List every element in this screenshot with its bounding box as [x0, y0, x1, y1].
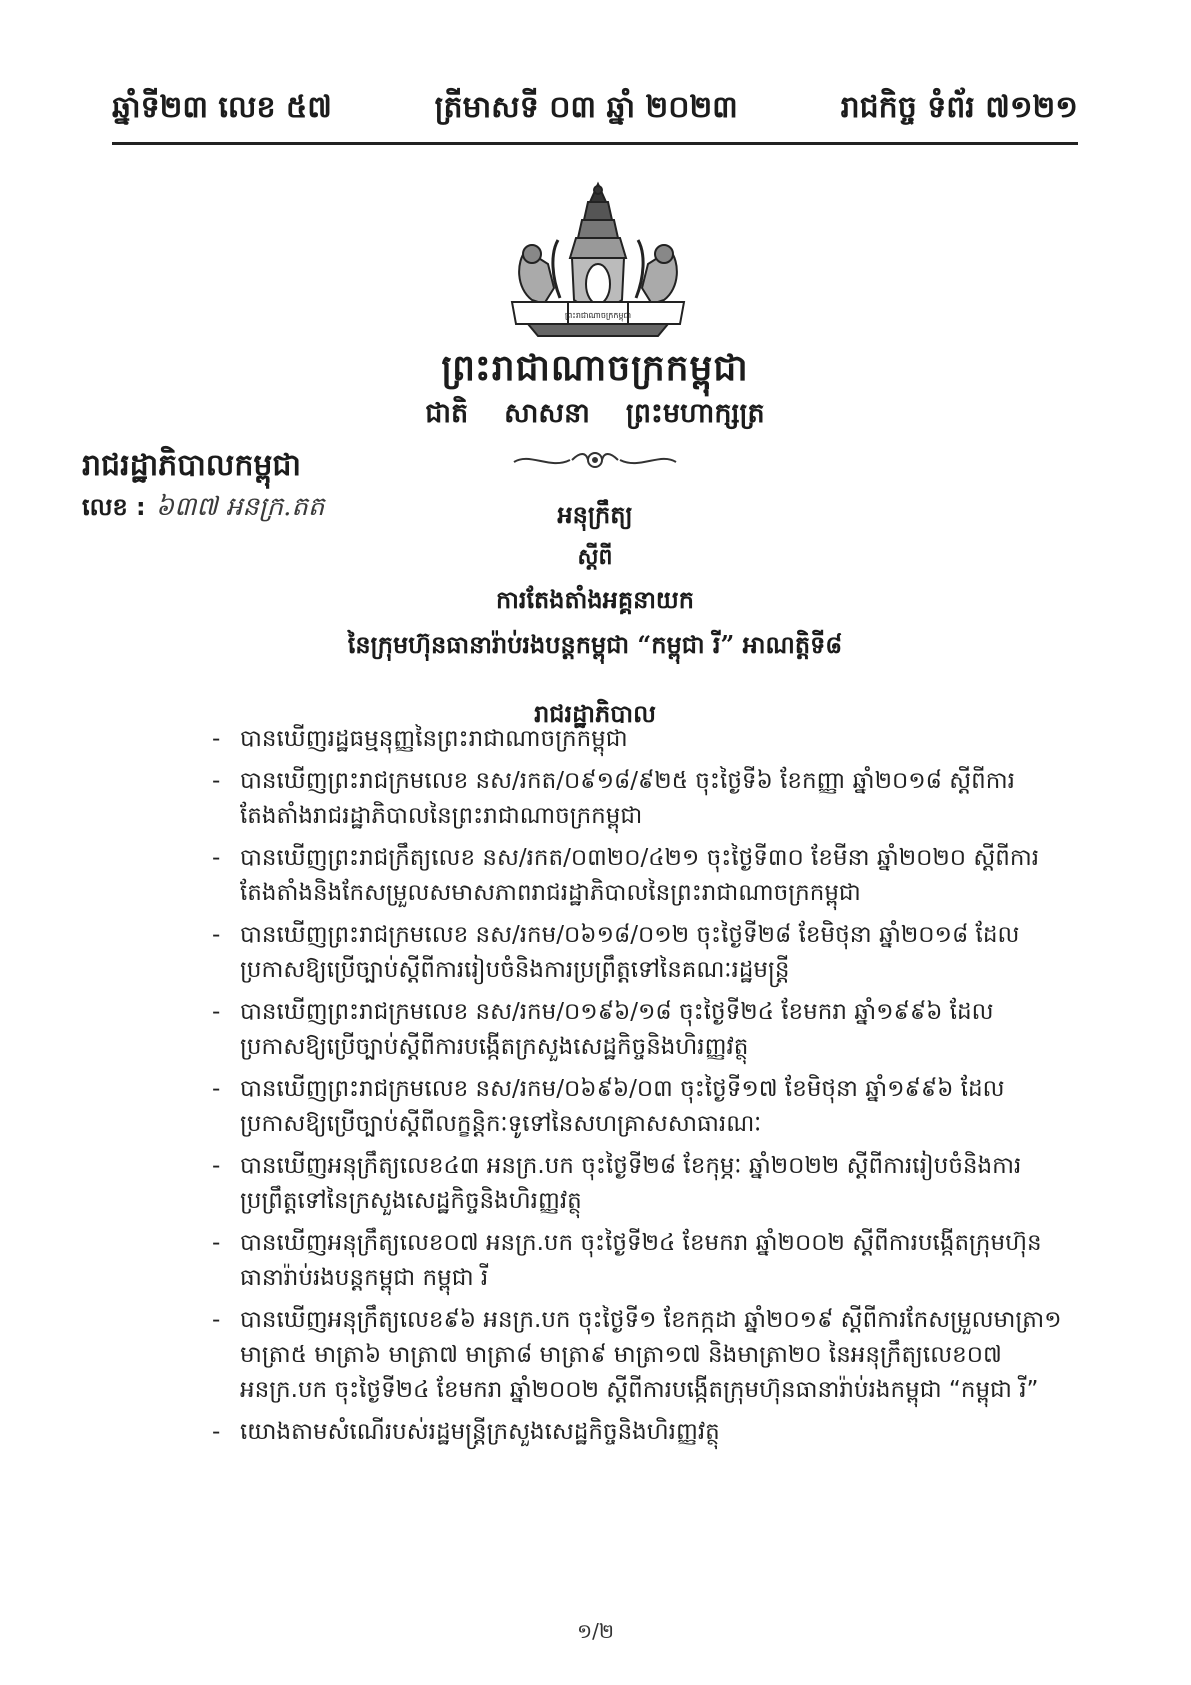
document-number-label: លេខ : [82, 493, 146, 521]
recitals-list [212, 722, 1070, 1457]
decree-about: ស្តីពី [577, 544, 613, 570]
recital-item: - បានឃើញអនុក្រឹត្យលេខ៤៣ អនក្រ.បក ចុះថ្ងៃទី២៨ ខែកុម្ភៈ ឆ្នាំ២០២២ ស្តីពីការរៀបចំនិងការប្រព្រឹត្តទៅនៃក្រសួងសេដ្ឋកិច្ចនិងហិរញ្ញវត្ថុ [212, 1153, 1022, 1214]
motto-religion: សាសនា [504, 398, 590, 429]
page-number: ១/២ [576, 1619, 614, 1643]
recital-item: - បានឃើញព្រះរាជក្រមលេខ នស/រកម/០៦១៨/០១២ ចុះថ្ងៃទី២៨ ខែមិថុនា ឆ្នាំ២០១៨ ដែលប្រកាសឱ្យប្រើច្បាប់ស្តីពីការរៀបចំនិងការប្រព្រឹត្តទៅនៃគណៈរដ្ឋមន្ត្រី [212, 922, 1020, 983]
recital-item: - បានឃើញអនុក្រឹត្យលេខ០៧ អនក្រ.បក ចុះថ្ងៃទី២៤ ខែមករា ឆ្នាំ២០០២ ស្តីពីការបង្កើតក្រុមហ៊ុនធានារ៉ាប់រងបន្តកម្ពុជា កម្ពុជា រី [212, 1230, 1042, 1291]
government-heading: រាជរដ្ឋាភិបាល [534, 699, 656, 728]
issuer-name: រាជរដ្ឋាភិបាលកម្ពុជា [82, 448, 301, 483]
gazette-header [112, 84, 1078, 145]
gazette-date: ត្រីមាសទី ០៣ ឆ្នាំ ២០២៣ [434, 90, 738, 125]
decree-entity: នៃក្រុមហ៊ុនធានារ៉ាប់រងបន្តកម្ពុជា “កម្ពុជា រី” អាណត្តិទី៨ [347, 630, 843, 659]
decree-subject: ការតែងតាំងអគ្គនាយក [495, 585, 695, 614]
emblem-ribbon: ព្រះរាជាណាចក្រកម្ពុជា [564, 311, 632, 320]
motto-nation: ជាតិ [425, 398, 469, 429]
decree-title [300, 500, 890, 734]
decorative-ornament-icon [510, 446, 680, 474]
kingdom-name: ព្រះរាជាណាចក្រកម្ពុជា [441, 347, 749, 389]
gazette-page: រាជកិច្ច ទំព័រ ៧១២១ [840, 90, 1078, 125]
recital-item: - បានឃើញព្រះរាជក្រមលេខ នស/រកត/០៩១៨/៩២៥ ចុះថ្ងៃទី៦ ខែកញ្ញា ឆ្នាំ២០១៨ ស្តីពីការតែងតាំងរាជរដ្ឋាភិបាលនៃព្រះរាជាណាចក្រកម្ពុជា [212, 768, 1015, 829]
recital-item: - បានឃើញព្រះរាជក្រមលេខ នស/រកម/០១៩៦/១៨ ចុះថ្ងៃទី២៤ ខែមករា ឆ្នាំ១៩៩៦ ដែលប្រកាសឱ្យប្រើច្បាប់ស្តីពីការបង្កើតក្រសួងសេដ្ឋកិច្ចនិងហិរញ្ញវត្ថុ [212, 999, 994, 1060]
motto-king: ព្រះមហាក្សត្រ [625, 398, 765, 429]
document-number [82, 490, 324, 528]
recital-item: - បានឃើញរដ្ឋធម្មនុញ្ញនៃព្រះរាជាណាចក្រកម្ពុជា [212, 726, 628, 752]
recital-item: - បានឃើញអនុក្រឹត្យលេខ៩៦ អនក្រ.បក ចុះថ្ងៃទី១ ខែកក្កដា ឆ្នាំ២០១៩ ស្តីពីការកែសម្រួលមាត្រា១ មាត្រា៥ មាត្រា៦ មាត្រា៧ មាត្រា៨ មាត្រា៩ មាត្រា១៧ និងមាត្រា២០ នៃអនុក្រឹត្យលេខ០៧ អនក្រ.បក ចុះថ្ងៃទី២៤ ខែមករា ឆ្នាំ២០០២ ស្តីពីការបង្កើតក្រុមហ៊ុនធានារ៉ាប់រងកម្ពុជា “កម្ពុជា រី” [212, 1307, 1062, 1403]
decree-type: អនុក្រឹត្យ [557, 500, 633, 529]
recital-item: - បានឃើញព្រះរាជក្រឹត្យលេខ នស/រកត/០៣២០/៤២១ ចុះថ្ងៃទី៣០ ខែមីនា ឆ្នាំ២០២០ ស្តីពីការតែងតាំងនិងកែសម្រួលសមាសភាពរាជរដ្ឋាភិបាលនៃព្រះរាជាណាចក្រកម្ពុជា [212, 845, 1040, 906]
recital-item: - យោងតាមសំណើរបស់រដ្ឋមន្ត្រីក្រសួងសេដ្ឋកិច្ចនិងហិរញ្ញវត្ថុ [212, 1419, 720, 1445]
royal-emblem-icon [498, 180, 698, 342]
document-number-value: ៦៣៧ អនក្រ.តត [155, 492, 325, 522]
recital-item: - បានឃើញព្រះរាជក្រមលេខ នស/រកម/០៦៩៦/០៣ ចុះថ្ងៃទី១៧ ខែមិថុនា ឆ្នាំ១៩៩៦ ដែលប្រកាសឱ្យប្រើច្បាប់ស្តីពីលក្ខន្តិកៈទូទៅនៃសហគ្រាសសាធារណៈ [212, 1076, 1005, 1137]
national-motto [395, 397, 795, 436]
gazette-issue: ឆ្នាំទី២៣ លេខ ៥៧ [112, 90, 332, 125]
